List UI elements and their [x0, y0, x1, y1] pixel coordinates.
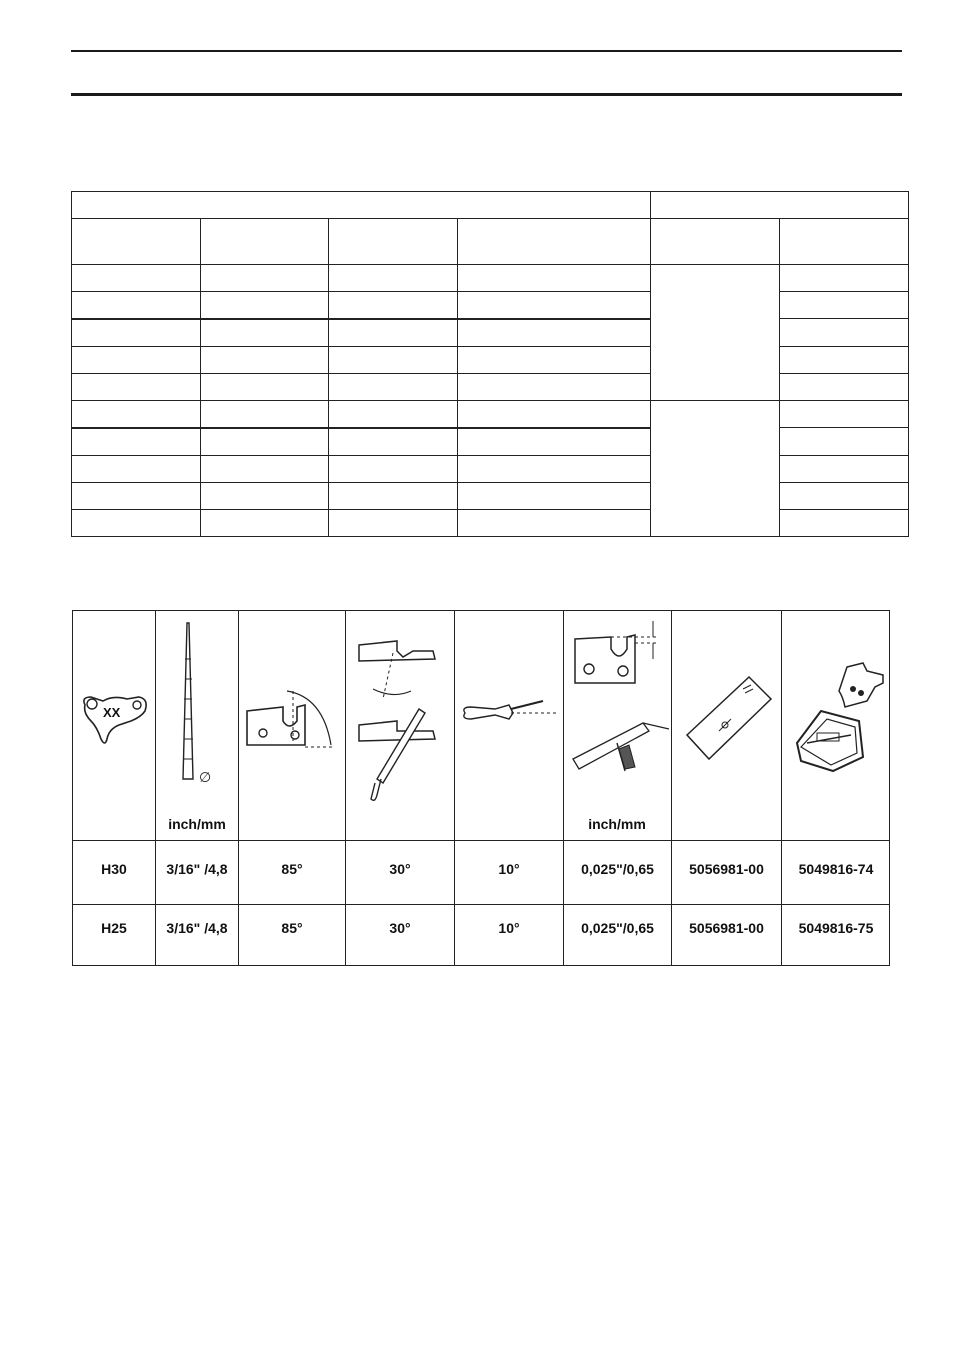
row2-code: H25	[101, 920, 127, 936]
depth-gauge-icon	[569, 619, 673, 777]
grid-line	[71, 264, 909, 265]
sharpening-tools-table	[72, 610, 890, 966]
table-column-divider	[238, 611, 239, 965]
row1-filing-angle: 85°	[281, 861, 303, 877]
row1-depth-gauge: 0,025"/0,65	[581, 861, 654, 877]
header-rule-top	[71, 50, 902, 52]
table-column-divider	[563, 611, 564, 965]
grid-line	[71, 455, 651, 456]
round-file-icon	[171, 619, 231, 789]
grid-line	[779, 482, 909, 483]
row2-part-number-gauge: 5056981-00	[689, 920, 764, 936]
row2-filing-angle: 85°	[281, 920, 303, 936]
depth-unit-label: inch/mm	[588, 816, 646, 832]
grid-line	[71, 509, 651, 510]
row2-file-size: 3/16" /4,8	[166, 920, 228, 936]
grid-line	[779, 373, 909, 374]
row1-cutting-angle: 30°	[389, 861, 411, 877]
grid-line	[779, 427, 909, 428]
grid-line	[71, 346, 651, 347]
table-row-divider	[73, 840, 889, 841]
grid-line	[779, 218, 780, 537]
grid-line	[71, 400, 909, 401]
grid-line	[779, 346, 909, 347]
table-column-divider	[345, 611, 346, 965]
grid-line	[200, 218, 201, 537]
row2-cutting-angle: 30°	[389, 920, 411, 936]
row1-holder-angle: 10°	[498, 861, 520, 877]
row1-file-size: 3/16" /4,8	[166, 861, 228, 877]
grid-line	[71, 373, 651, 374]
file-gauge-tool-icon	[787, 661, 887, 781]
grid-line	[779, 509, 909, 510]
grid-line	[457, 218, 458, 537]
grid-line	[71, 218, 909, 219]
row2-holder-angle: 10°	[498, 920, 520, 936]
grid-line	[779, 291, 909, 292]
specification-grid-table	[71, 191, 909, 537]
row1-part-number-gauge: 5056981-00	[689, 861, 764, 877]
table-column-divider	[155, 611, 156, 965]
table-column-divider	[781, 611, 782, 965]
chain-code-plate-icon	[79, 691, 149, 751]
grid-line	[779, 318, 909, 319]
grid-line	[71, 482, 651, 483]
table-column-divider	[454, 611, 455, 965]
table-row-divider	[73, 904, 889, 905]
grid-frame	[71, 191, 909, 537]
row1-code: H30	[101, 861, 127, 877]
header-rule-bottom	[71, 93, 902, 96]
row2-depth-gauge: 0,025"/0,65	[581, 920, 654, 936]
depth-gauge-tool-icon	[679, 669, 779, 789]
grid-line	[71, 427, 651, 429]
grid-line	[779, 455, 909, 456]
code-plate-label: XX	[103, 705, 121, 720]
grid-line	[71, 318, 651, 320]
grid-line	[328, 218, 329, 537]
file-unit-label: inch/mm	[168, 816, 226, 832]
row2-part-number-tool: 5049816-75	[798, 920, 874, 936]
diameter-symbol: ∅	[199, 770, 212, 786]
filing-angle-icon	[243, 681, 341, 753]
grid-line	[650, 191, 651, 537]
cutting-angle-icon	[353, 633, 453, 805]
grid-line	[71, 291, 651, 292]
row1-part-number-tool: 5049816-74	[798, 861, 874, 877]
file-holder-icon	[459, 691, 561, 731]
